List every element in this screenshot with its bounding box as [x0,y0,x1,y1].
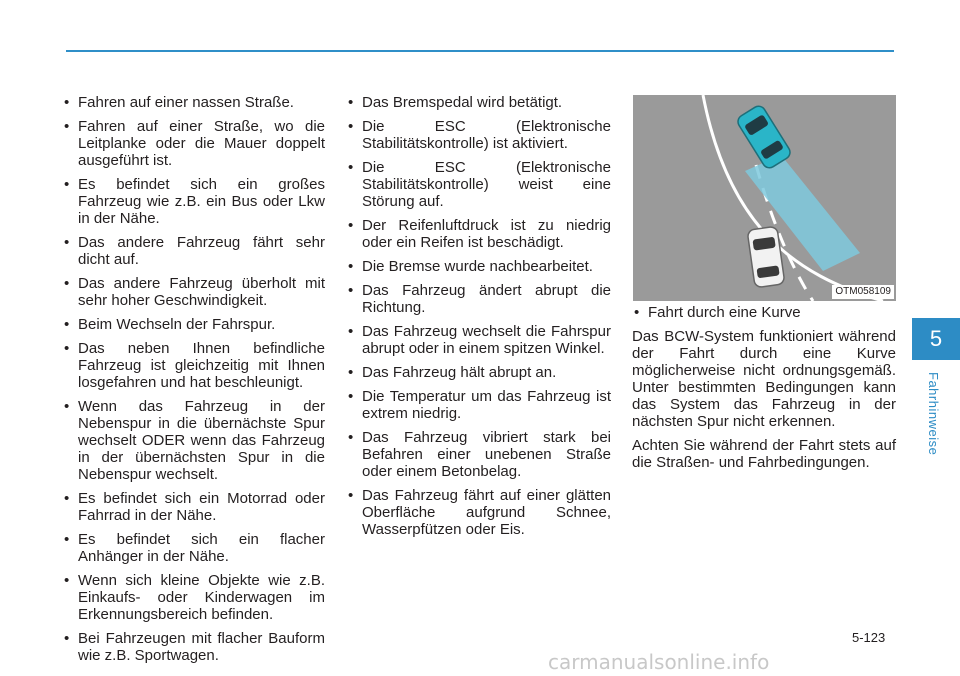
list-item: • Bei Fahrzeugen mit flacher Bauform wie z.B. Sportwagen. [62,630,325,664]
list-item: • Fahren auf einer Straße, wo die Leitplanke oder die Mauer doppelt ausgeführt ist. [62,118,325,169]
list-item: • Das Fahrzeug vibriert stark bei Befahren einer unebenen Straße oder einem Betonbelag. [346,429,611,480]
list-item: • Fahren auf einer nassen Straße. [62,94,325,111]
list-item: • Fahrt durch eine Kurve [632,304,896,321]
figure-code: OTM058109 [832,285,894,299]
paragraph: Das BCW-System funktioniert während der Fahrt durch eine Kurve möglicherweise nicht ordnungsgemäß. Unter bestimmten Bedingungen kann das System das Fahrzeug in der nächsten Spur nicht erkennen. [632,328,896,430]
list-item: • Die Temperatur um das Fahrzeug ist extrem niedrig. [346,388,611,422]
condition-list-left [62,94,325,664]
list-item: • Wenn das Fahrzeug in der Nebenspur in die übernächste Spur wechselt ODER wenn das Fahrzeug in der übernächsten Spur in die Nebenspur wechselt. [62,398,325,483]
list-item: • Das Bremspedal wird betätigt. [346,94,611,111]
list-item: • Das neben Ihnen befindliche Fahrzeug ist gleichzeitig mit Ihnen losgefahren und hat beschleunigt. [62,340,325,391]
list-item: • Das Fahrzeug hält abrupt an. [346,364,611,381]
list-item: • Es befindet sich ein Motorrad oder Fahrrad in der Nähe. [62,490,325,524]
column-right [632,94,896,478]
top-rule [66,50,894,52]
list-item: • Die ESC (Elektronische Stabilitätskontrolle) ist aktiviert. [346,118,611,152]
chapter-label: Fahrhinweise [926,372,941,456]
list-item: • Beim Wechseln der Fahrspur. [62,316,325,333]
list-item: • Die ESC (Elektronische Stabilitätskontrolle) weist eine Störung auf. [346,159,611,210]
column-middle [346,94,611,545]
list-item: • Die Bremse wurde nachbearbeitet. [346,258,611,275]
chapter-number-tab: 5 [912,318,960,360]
column-left [62,94,325,671]
list-item: • Der Reifenluftdruck ist zu niedrig oder ein Reifen ist beschädigt. [346,217,611,251]
list-item: • Das andere Fahrzeug überholt mit sehr hoher Geschwindigkeit. [62,275,325,309]
list-item: • Das Fahrzeug wechselt die Fahrspur abrupt oder in einem spitzen Winkel. [346,323,611,357]
list-item: • Es befindet sich ein flacher Anhänger in der Nähe. [62,531,325,565]
list-item: • Es befindet sich ein großes Fahrzeug wie z.B. ein Bus oder Lkw in der Nähe. [62,176,325,227]
list-item: • Das Fahrzeug ändert abrupt die Richtung. [346,282,611,316]
list-item: • Das andere Fahrzeug fährt sehr dicht auf. [62,234,325,268]
list-item: • Wenn sich kleine Objekte wie z.B. Einkaufs- oder Kinderwagen im Erkennungsbereich befinden. [62,572,325,623]
condition-list-right [632,304,896,321]
list-item: • Das Fahrzeug fährt auf einer glätten Oberfläche aufgrund Schnee, Wasserpfützen oder Eis. [346,487,611,538]
page-number: 5-123 [852,630,886,645]
watermark-text: carmanualsonline.info [548,650,770,674]
paragraph: Achten Sie während der Fahrt stets auf die Straßen- und Fahrbedingungen. [632,437,896,471]
condition-list-middle [346,94,611,538]
